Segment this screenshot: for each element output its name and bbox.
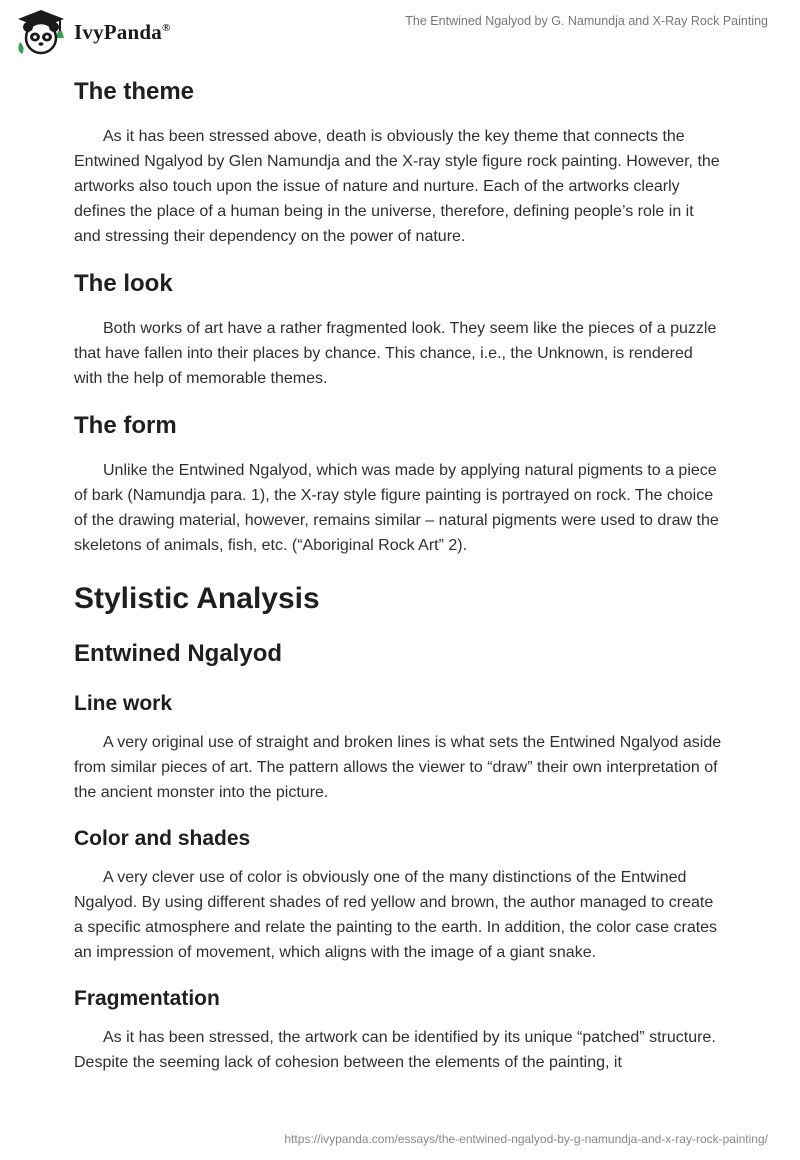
heading-entwined-ngalyod: Entwined Ngalyod xyxy=(74,640,283,667)
brand-name: IvyPanda® xyxy=(74,19,171,44)
paragraph-the-look: Both works of art have a rather fragmented look. They seem like the pieces of a puzzle that have fallen into their places by chance. This chance, i.e., the Unknown, is rendered with the help of memorable themes. xyxy=(74,320,717,387)
paragraph-line-work: A very original use of straight and broken lines is what sets the Entwined Ngalyod aside from similar pieces of art. The pattern allows the viewer to “draw” their own interpretation of the ancient monster into the picture. xyxy=(74,734,722,801)
page-header xyxy=(0,0,800,66)
paragraph-the-form: Unlike the Entwined Ngalyod, which was made by applying natural pigments to a piece of bark (Namundja para. 1), the X-ray style figure painting is portrayed on rock. The choice of the drawing material, however, remains similar – natural pigments were used to draw the skeletons of animals, fish, etc. (“Aboriginal Rock Art” 2). xyxy=(74,462,719,554)
heading-line-work: Line work xyxy=(74,692,173,715)
heading-the-theme: The theme xyxy=(74,78,195,105)
heading-the-form: The form xyxy=(74,412,177,439)
article-body xyxy=(74,70,724,1075)
paragraph-the-theme: As it has been stressed above, death is obviously the key theme that connects the Entwined Ngalyod by Glen Namundja and the X-ray style figure rock painting. However, the artworks also touch upon the issue of nature and nurture. Each of the artworks clearly defines the place of a human being in the universe, therefore, defining people’s role in it and stressing their dependency on the power of nature. xyxy=(74,128,720,245)
heading-color-and-shades: Color and shades xyxy=(74,827,251,850)
paragraph-color-and-shades: A very clever use of color is obviously one of the many distinctions of the Entwined Ngalyod. By using different shades of red yellow and brown, the author managed to create a specific atmosphere and relate the painting to the earth. In addition, the color case crates an impression of movement, which aligns with the image of a giant snake. xyxy=(74,869,718,961)
panda-logo-icon xyxy=(14,8,68,56)
heading-stylistic-analysis: Stylistic Analysis xyxy=(74,582,320,615)
heading-fragmentation: Fragmentation xyxy=(74,987,220,1010)
heading-the-look: The look xyxy=(74,270,173,297)
ivypanda-logo[interactable] xyxy=(14,8,170,56)
source-url[interactable]: https://ivypanda.com/essays/the-entwined-ngalyod-by-g-namundja-and-x-ray-rock-painting/ xyxy=(284,1132,768,1146)
paragraph-fragmentation: As it has been stressed, the artwork can be identified by its unique “patched” structure. Despite the seeming lack of cohesion between the elements of the painting, it xyxy=(74,1029,716,1071)
document-title: The Entwined Ngalyod by G. Namundja and X-Ray Rock Painting xyxy=(405,14,768,28)
